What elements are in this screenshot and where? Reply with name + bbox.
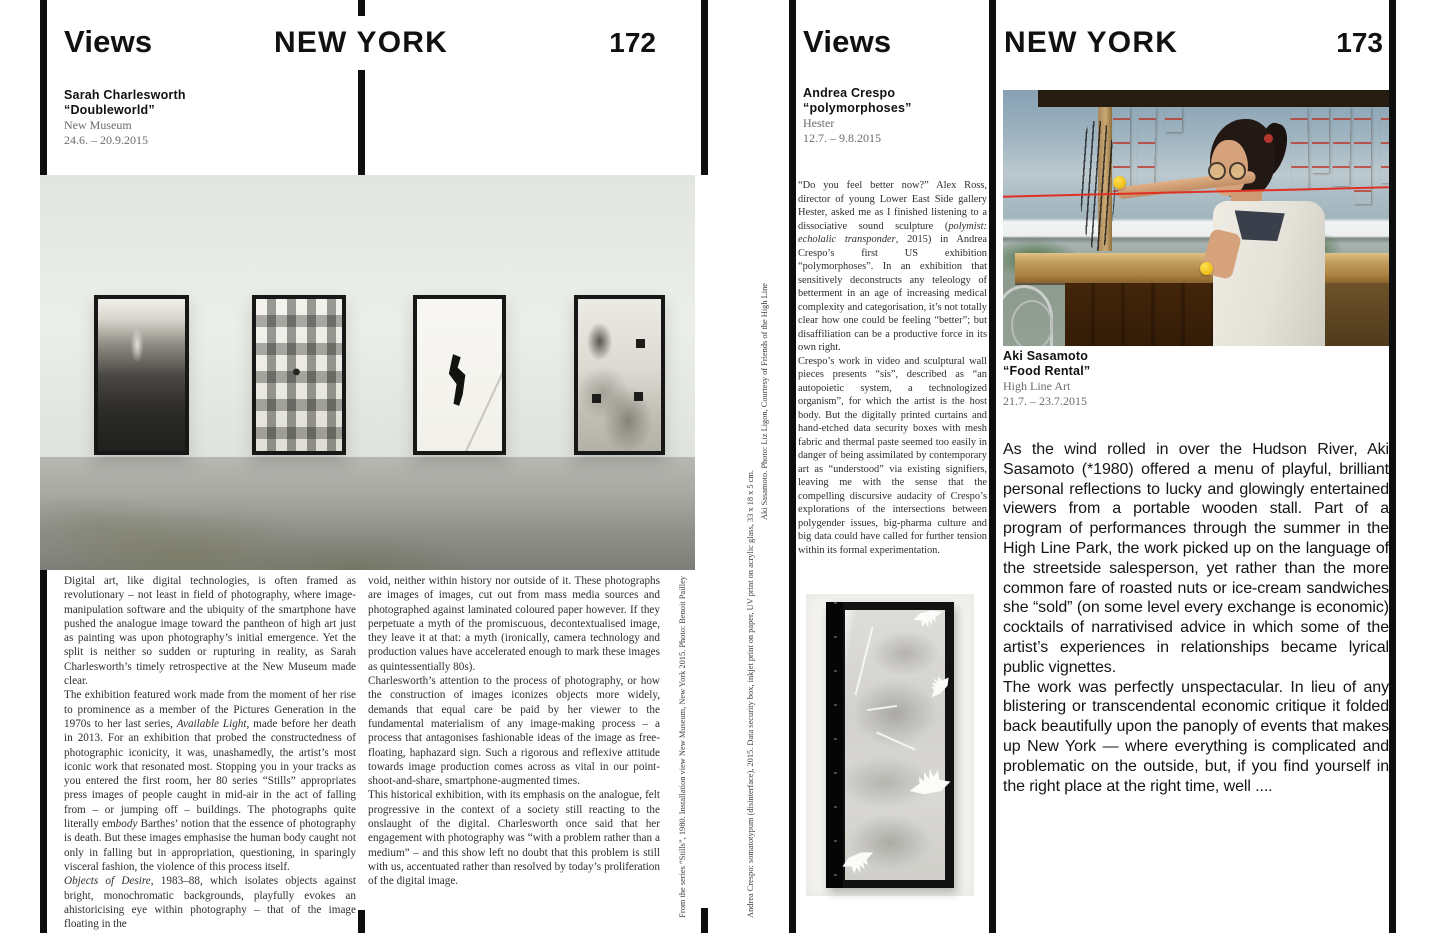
paragraph: The work was perfectly unspectacular. In lieu of any blistering or transcendental economic critique it folded back beautifully upon the panoply of events that makes up New York — where everything is complicated and problematic on the outside, but, if you find yourself in the right place at the right time, well ....: [1003, 678, 1389, 795]
paragraph: Digital art, like digital technologies, is often framed as revolutionary – not least in field of photography, where image-manipulation software and the ubiquity of the smartphone have pushed the analogue image toward the pantheon of high art just as painting was upon photography’s initial emergence. Yet the split is neither so sudden or rupturing in reality, as Sarah Charlesworth’s timely retrospective at the New Museum made clear.: [64, 575, 356, 688]
framed-artwork-1: [94, 295, 190, 455]
etched-hand-3: [922, 669, 957, 704]
wooden-tag-edge: [1381, 107, 1389, 184]
sasamoto-photo-credit: Aki Sasamoto. Photo: Liz Ligon, Courtesy of Friends of the High Line: [760, 283, 769, 521]
wire-chair-back: [1011, 300, 1053, 346]
installation-photo-caption: From the series “Stills”, 1980. Installation view New Museum, New York 2015. Photo: Benoit Pailley: [678, 576, 687, 918]
dates: 21.7. – 23.7.2015: [1003, 394, 1087, 408]
sasamoto-performance-photo: [1003, 90, 1389, 346]
wooden-tag-bathroom: [1137, 106, 1156, 186]
yellow-ball-1: [1113, 176, 1126, 189]
paragraph: This historical exhibition, with its emphasis on the analogue, felt progressive in the context of a society still reacting to the onslaught of the digital. Charlesworth once said that her engagement with photography was “with a problem rather than a medium” – and this show left no doubt that this problem is still with us, accentuated rather than resolved by today’s proliferation of the digital image.: [368, 789, 660, 888]
charlesworth-exhibition-info: [64, 88, 186, 148]
artist-name: Sarah Charlesworth: [64, 88, 186, 102]
gallery-floor: [40, 457, 695, 570]
exhibition-title: “polymorphoses”: [803, 101, 912, 115]
left-page-column-1: [64, 574, 356, 931]
left-page-column-2: [368, 574, 660, 889]
venue: New Museum: [64, 118, 132, 132]
etched-line-3: [867, 705, 897, 711]
right-page-number: 173: [1336, 27, 1383, 58]
dark-square-2: [592, 394, 601, 403]
etched-line-1: [855, 627, 873, 696]
installation-photo: [40, 175, 695, 570]
sasamoto-review-text: [1003, 440, 1389, 796]
goggle-glasses: [1208, 162, 1254, 180]
glasses-lens-left: [1208, 162, 1226, 180]
paragraph: As the wind rolled in over the Hudson River, Aki Sasamoto (*1980) offered a menu of playful, brilliant personal reflections to lucky and glowingly entertained viewers from a portable wooden stall. Part of a program of performances through the summer in the High Line Park, the work picked up on the language of the streetside salesperson, yet rather than the more common fare of roasted nuts or ice-cream sandwiches she “sold” (on some level every exchange is economic) cocktails of narrativised advice in which some of the artist’s experiences in relationships became lyrical public vignettes.: [1003, 441, 1389, 676]
wooden-tag-diseases: [1290, 106, 1308, 188]
right-page-city-title: NEW YORK: [1004, 26, 1179, 59]
left-page-top-crop-mark: [358, 0, 365, 16]
etched-hand-2: [836, 839, 880, 882]
paragraph: Objects of Desire, 1983–88, which isolates objects against bright, monochromatic backgrounds, playfully evokes an ahistoricising eye within photography – that of the image floating in the: [64, 875, 356, 931]
left-page-bottom-crop-mark: [358, 910, 365, 933]
framed-artwork-2: [252, 295, 346, 455]
sasamoto-exhibition-info: [1003, 349, 1090, 409]
black-wire-object: [1080, 121, 1115, 252]
left-page-right-rule-bottom: [701, 908, 708, 933]
etched-hand-1: [904, 761, 955, 810]
right-page-mid-rule: [989, 0, 996, 933]
framed-artwork-3: [413, 295, 507, 455]
crespo-artwork-caption: Andrea Crespo: somatotypum (disinterface), 2015. Data security box, inkjet print on paper, UV print on acrylic glass, 33 x 18 x 5 cm.: [746, 470, 755, 918]
right-page-left-rule: [789, 0, 796, 933]
venue: Hester: [803, 116, 835, 130]
paragraph: The exhibition featured work made from the moment of her rise to prominence as a member of the Pictures Generation in the 1970s to her last series, Available Light, made before her death in 2013. For an exhibition that probed the constructedness of photographic iconicity, it was, unashamedly, the artist’s most iconic work that resonated most. Stopping you in your tracks as you entered the first room, her 80 series “Stills” appropriates press images of people caught in mid-air in the act of falling from – or jumping off – buildings. The photographs quite literally embody Barthes’ notion that the essence of photography is death. But these images emphasise the human body caught not only in falling but in appropriation, questioning, in sparingly visceral fashion, the violence of this process itself.: [64, 689, 356, 873]
etched-line-2: [877, 731, 916, 749]
framed-artwork-4: [574, 295, 664, 455]
wooden-tag-bully: [1165, 107, 1182, 133]
falling-figure-silhouette: [446, 354, 472, 406]
left-page-right-rule-top: [701, 0, 708, 175]
crespo-review-column: [798, 179, 987, 557]
left-page-city-title: NEW YORK: [273, 26, 449, 59]
dates: 12.7. – 9.8.2015: [803, 131, 881, 145]
artist-name: Andrea Crespo: [803, 86, 896, 100]
venue: High Line Art: [1003, 379, 1071, 393]
left-page-number: 172: [609, 27, 656, 58]
right-page-outer-rule: [1389, 0, 1396, 933]
dark-top: [1235, 210, 1285, 241]
hair-tie: [1264, 134, 1273, 143]
crespo-exhibition-info: [803, 86, 912, 146]
left-page-header-rule: [358, 70, 365, 175]
data-security-box: [826, 602, 954, 887]
dark-square-1: [636, 339, 645, 348]
stall-front-panel: [1065, 283, 1223, 346]
exhibition-title: “Food Rental”: [1003, 364, 1091, 378]
etched-hand-4: [910, 600, 946, 633]
wrinkled-fabric: [845, 610, 945, 881]
wooden-tag-tax: [1332, 106, 1350, 186]
exhibition-title: “Doubleworld”: [64, 103, 155, 117]
paragraph: Crespo’s work in video and sculptural wall pieces presents “sis”, described as “an autopoietic system, a technologized organism”, for which the artist is the host body. But the digitally printed curtains and hand-etched data security boxes with mesh fabric and thermal paste seemed too easily in danger of being assimilated by contemporary art as “understood” via existing signifiers, leaving me with the sense that the compelling discursive audacity of Crespo’s explorations of the intersections between polygender issues, big-pharma culture and big data could have called for further tension within its formal experimentation.: [798, 355, 987, 556]
glasses-lens-right: [1229, 162, 1247, 180]
paragraph: Charlesworth’s attention to the process of photography, or how the construction of images iconizes objects more widely, demands that equal care be paid by her viewer to the fundamental materialism of any image-making process – a process that antagonises fashionable ideas of the image as free-floating, haphazard sign. Such a rigorous and reflexive attitude towards image production comes across as vital in our point-shoot-and-share, smartphone-augmented times.: [368, 675, 660, 788]
box-hinge-spine: [826, 602, 843, 887]
dark-square-3: [634, 392, 643, 401]
paragraph: “Do you feel better now?” Alex Ross, director of young Lower East Side gallery Hester, asked me as I finished listening to a dissociative sound sculpture (polymist: echolalic transponder, 2015) in Andrea Crespo’s first US exhibition “polymorphoses”. In an exhibition that sensitively deconstructs any teleology of betterment in an age of increasing medical complexity and categorisation, it’s not totally clear how one could be feeling “better”; but disaffiliation can be a productive force in its own right.: [798, 180, 988, 353]
wooden-tag-work-field: [1354, 107, 1371, 204]
artist-name: Aki Sasamoto: [1003, 349, 1089, 363]
crespo-artwork-photo: [806, 594, 974, 896]
stall-roof: [1038, 90, 1389, 107]
right-page-section-title: Views: [803, 24, 892, 59]
paragraph: void, neither within history nor outside of it. These photographs are images of images, cut out from mass media sources and photographed against laminated coloured paper however. If they perpetuate a myth of the promiscuous, decontextualised image, they leave it at that: a myth (ironically, camera technology and production values have accelerated enough to mark these images as quintessentially 80s).: [368, 575, 660, 673]
left-page-section-title: Views: [64, 24, 153, 59]
dates: 24.6. – 20.9.2015: [64, 133, 148, 147]
wooden-tag-y-equals-1: [1312, 107, 1329, 174]
yellow-ball-2: [1200, 262, 1213, 275]
